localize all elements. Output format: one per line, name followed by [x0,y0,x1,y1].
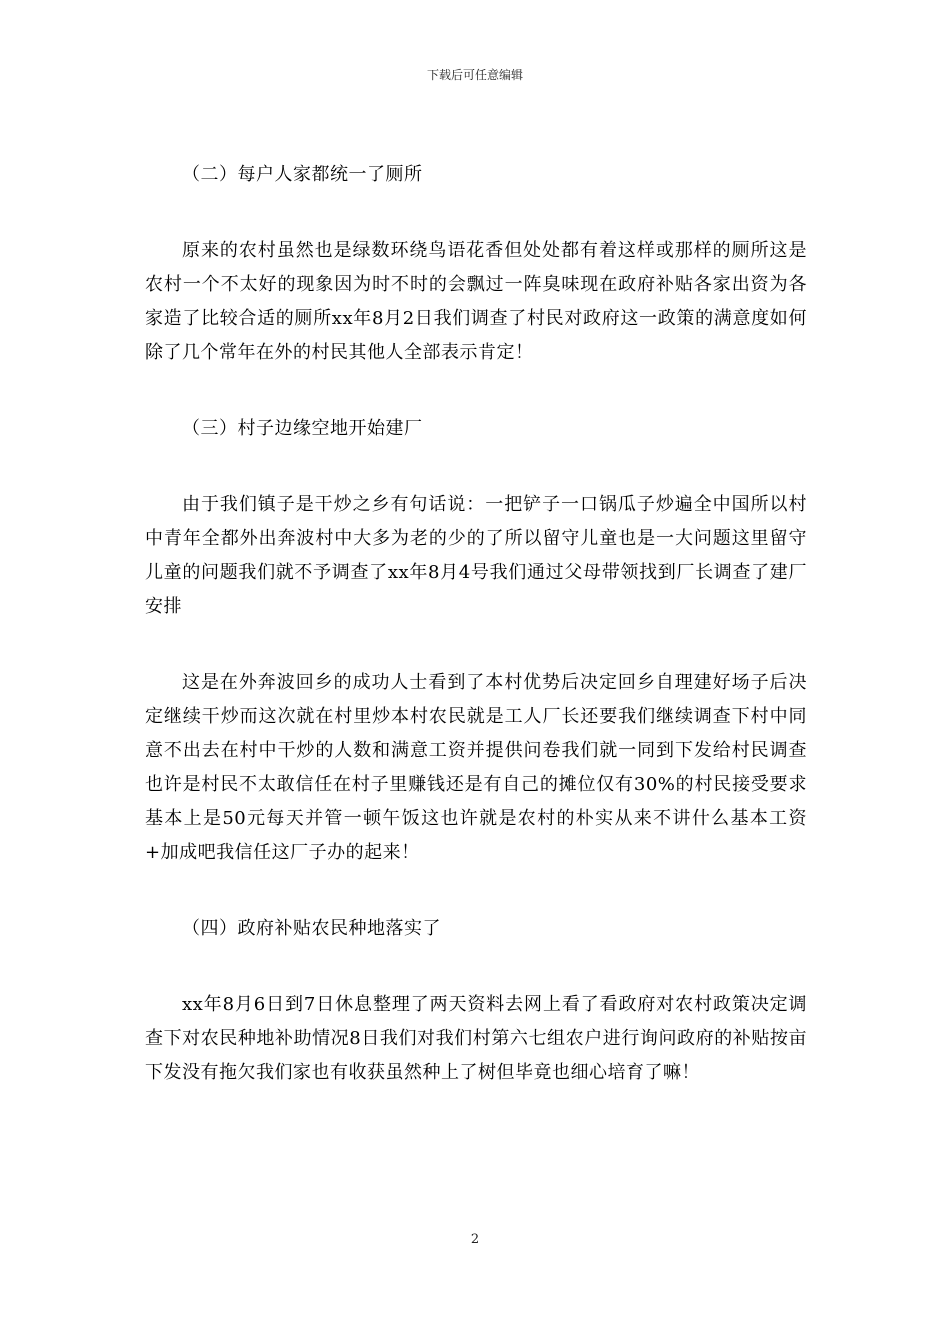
section-heading-2: （二）每户人家都统一了厕所 [182,164,423,185]
paragraph-toilet: 原来的农村虽然也是绿数环绕鸟语花香但处处都有着这样或那样的厕所这是农村一个不太好的现象因为时不时的会飘过一阵臭味现在政府补贴各家出资为各家造了比较合适的厕所xx年8月2日我们调查了村民对政府这一政策的满意度如何除了几个常年在外的村民其他人全部表示肯定！ [145,240,807,363]
document-body [145,158,807,1132]
page-number: 2 [470,1232,480,1247]
paragraph-factory-details: 这是在外奔波回乡的成功人士看到了本村优势后决定回乡自理建好场子后决定继续干炒而这次就在村里炒本村农民就是工人厂长还要我们继续调查下村中同意不出去在村中干炒的人数和满意工资并提供问卷我们就一同到下发给村民调查也许是村民不太敢信任在村子里赚钱还是有自己的摊位仅有30%的村民接受要求基本上是50元每天并管一顿午饭这也许就是农村的朴实从来不讲什么基本工资+加成吧我信任这厂子办的起来！ [145,672,807,863]
paragraph-subsidy: xx年8月6日到7日休息整理了两天资料去网上看了看政府对农村政策决定调查下对农民种地补助情况8日我们对我们村第六七组农户进行询问政府的补贴按亩下发没有拖欠我们家也有收获虽然种上了树但毕竟也细心培育了嘛！ [145,994,807,1083]
paragraph-factory-intro: 由于我们镇子是干炒之乡有句话说：一把铲子一口锅瓜子炒遍全中国所以村中青年全都外出奔波村中大多为老的少的了所以留守儿童也是一大问题这里留守儿童的问题我们就不予调查了xx年8月4号我们通过父母带领找到厂长调查了建厂安排 [145,494,807,617]
section-heading-3: （三）村子边缘空地开始建厂 [182,418,423,439]
page-header-note: 下载后可任意编辑 [426,68,523,82]
section-heading-4: （四）政府补贴农民种地落实了 [182,918,441,939]
